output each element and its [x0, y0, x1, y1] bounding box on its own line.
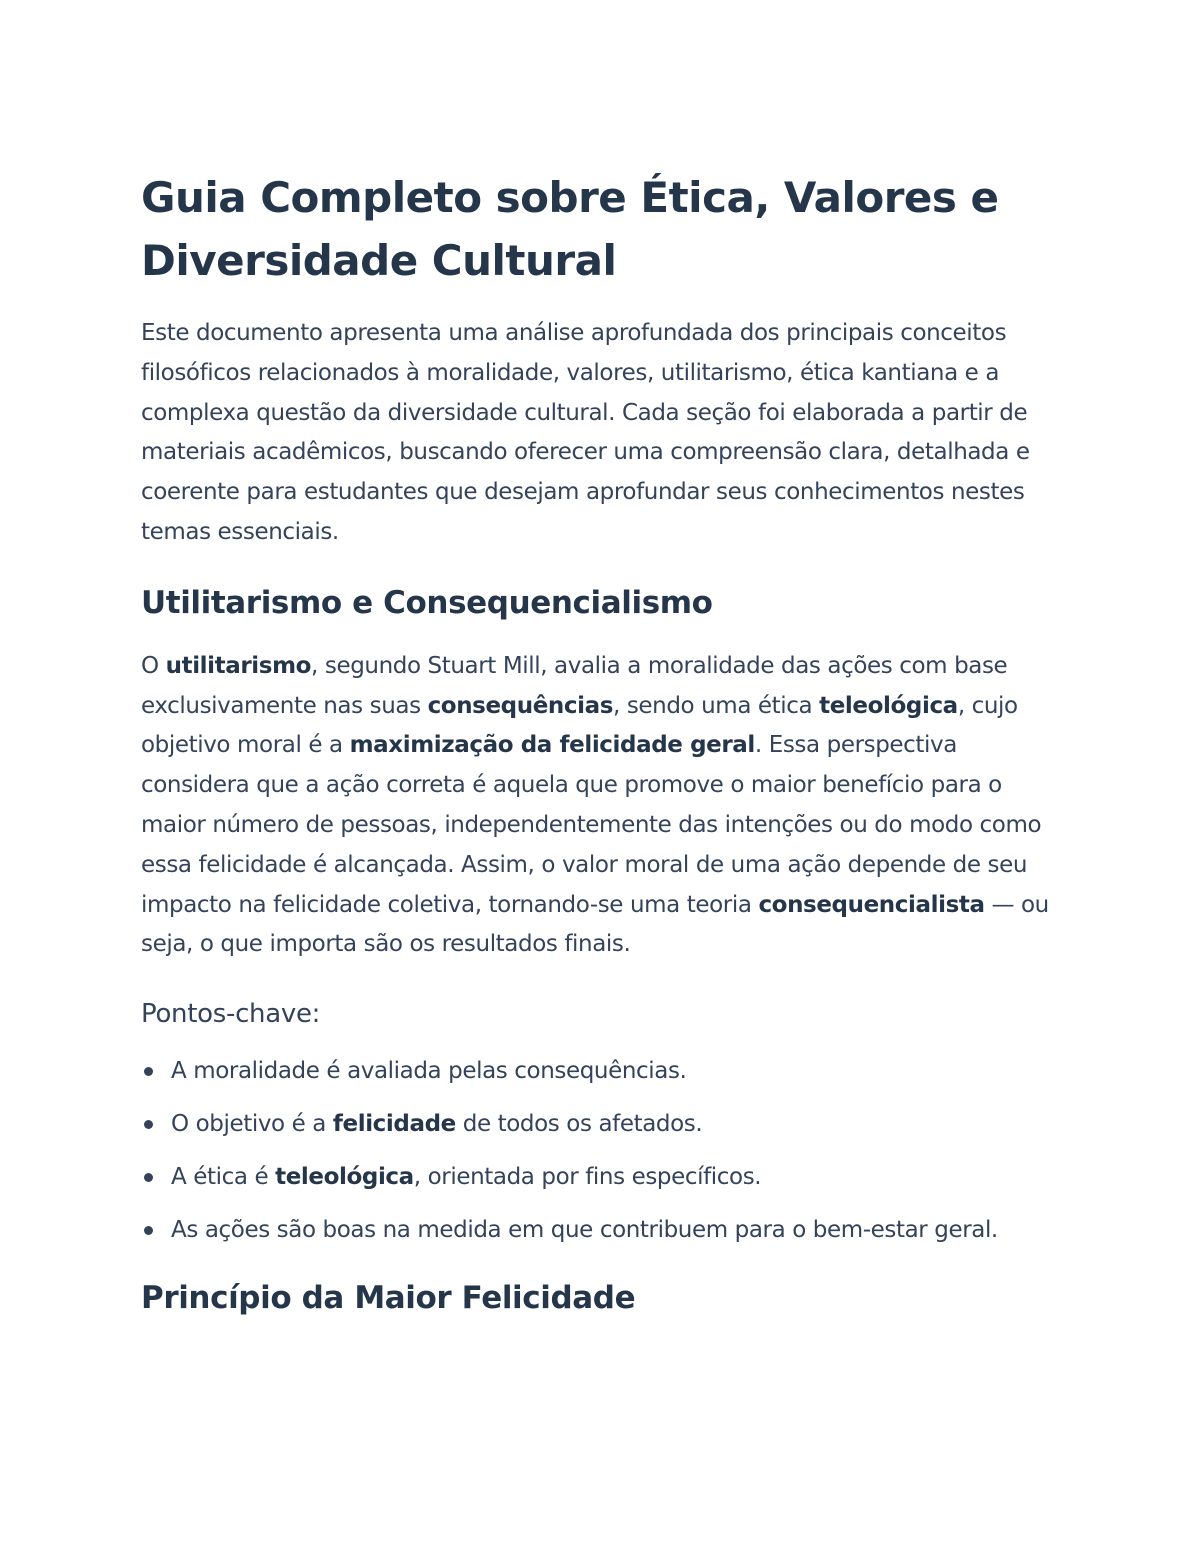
- section-heading-principio: Princípio da Maior Felicidade: [141, 1280, 636, 1317]
- list-item-text: O objetivo é a: [171, 1111, 333, 1138]
- list-item: [141, 1157, 1066, 1197]
- list-item-text: A ética é: [171, 1164, 276, 1191]
- bold-term-teleologica: teleológica: [819, 692, 958, 719]
- bullet-icon: [144, 1067, 153, 1076]
- bold-term-consequencialista: consequencialista: [758, 891, 985, 918]
- text-run: O: [141, 652, 166, 679]
- section-heading-utilitarismo: Utilitarismo e Consequencialismo: [141, 584, 713, 621]
- text-run: , cujo objetivo moral é a: [141, 692, 1018, 759]
- keypoints-list: [141, 1051, 1066, 1250]
- list-item-bold: felicidade: [332, 1111, 456, 1138]
- bullet-icon: [144, 1226, 153, 1235]
- list-item-text: de todos os afetados.: [455, 1111, 703, 1138]
- keypoints-heading: Pontos-chave:: [141, 999, 321, 1030]
- list-item-text: A moralidade é avaliada pelas consequências.: [171, 1058, 687, 1085]
- list-item-bold: teleológica: [275, 1164, 414, 1191]
- utilitarismo-paragraph: [141, 647, 1066, 965]
- text-run: , sendo uma ética: [613, 692, 820, 719]
- document-page: [141, 166, 1066, 1320]
- bullet-icon: [144, 1120, 153, 1129]
- document-title: Guia Completo sobre Ética, Valores e Diversidade Cultural: [141, 173, 999, 285]
- bold-term-consequencias: consequências: [427, 692, 614, 719]
- list-item: [141, 1104, 1066, 1144]
- list-item-text: , orientada por fins específicos.: [413, 1164, 762, 1191]
- intro-paragraph: Este documento apresenta uma análise aprofundada dos principais conceitos filosóficos relacionados à moralidade, valores, utilitarismo, ética kantiana e a complexa questão da diversidade cultural. Cada seção foi elaborada a partir de materiais acadêmicos, buscando oferecer uma compreensão clara, detalhada e coerente para estudantes que desejam aprofundar seus conhecimentos nestes temas essenciais.: [141, 320, 1030, 545]
- bold-term-maximizacao: maximização da felicidade geral: [349, 732, 755, 759]
- bullet-icon: [144, 1173, 153, 1182]
- text-run: — ou seja, o que importa são os resultados finais.: [141, 891, 1049, 958]
- text-run: . Essa perspectiva considera que a ação correta é aquela que promove o maior benefício para o maior número de pessoas, independentemente das intenções ou do modo como essa felicidade é alcançada. Assim, o valor moral de uma ação depende de seu impacto na felicidade coletiva, tornando-se uma teoria: [141, 732, 1042, 918]
- list-item: [141, 1051, 1066, 1091]
- text-run: , segundo Stuart Mill, avalia a moralidade das ações com base exclusivamente nas suas: [141, 652, 1008, 719]
- list-item-text: As ações são boas na medida em que contribuem para o bem-estar geral.: [171, 1217, 998, 1244]
- bold-term-utilitarismo: utilitarismo: [165, 652, 312, 679]
- list-item: [141, 1210, 1066, 1250]
